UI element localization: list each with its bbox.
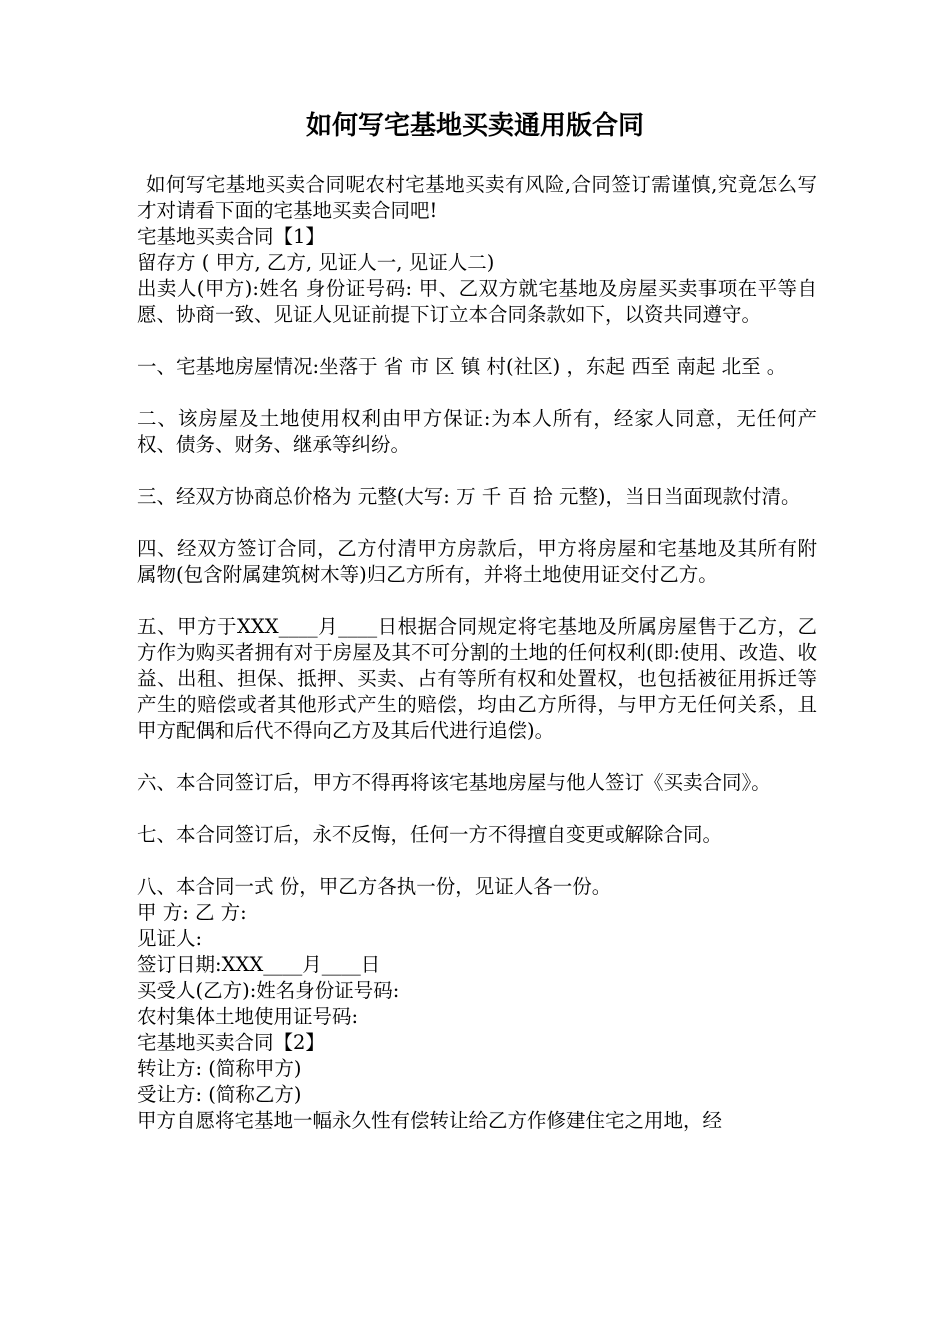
clause-4: 四、经双方签订合同，乙方付清甲方房款后，甲方将房屋和宅基地及其所有附属物(包含附属建筑树木等)归乙方所有，并将土地使用证交付乙方。 — [137, 537, 817, 586]
signature-witness: 见证人: — [137, 927, 203, 950]
transferor: 转让方: (简称甲方) — [137, 1057, 302, 1080]
document-body — [137, 172, 817, 1134]
paragraph-gap — [137, 796, 817, 822]
paragraph-retaining-parties: 留存方 ( 甲方, 乙方, 见证人一, 见证人二) — [137, 251, 495, 274]
paragraph-gap — [137, 458, 817, 484]
paragraph-gap — [137, 848, 817, 874]
clause-1: 一、宅基地房屋情况:坐落于 省 市 区 镇 村(社区) ，东起 西至 南起 北至 。 — [137, 355, 787, 378]
document-title: 如何写宅基地买卖通用版合同 — [305, 111, 644, 141]
land-certificate-number: 农村集体土地使用证号码: — [137, 1005, 359, 1028]
paragraph-gap — [137, 380, 817, 406]
clause-3: 三、经双方协商总价格为 元整(大写: 万 千 百 拾 元整)，当日当面现款付清。 — [137, 485, 801, 508]
clause-7: 七、本合同签订后，永不反悔，任何一方不得擅自变更或解除合同。 — [137, 823, 723, 846]
clause-8: 八、本合同一式 份，甲乙方各执一份，见证人各一份。 — [137, 875, 612, 898]
paragraph-transfer-terms: 甲方自愿将宅基地一幅永久性有偿转让给乙方作修建住宅之用地，经 — [137, 1109, 723, 1132]
clause-2: 二、该房屋及土地使用权利由甲方保证:为本人所有，经家人同意，无任何产权、债务、财务、继承等纠纷。 — [137, 407, 817, 456]
paragraph-intro: 如何写宅基地买卖合同呢农村宅基地买卖有风险,合同签订需谨慎,究竟怎么写才对请看下面的宅基地买卖合同吧! — [137, 173, 817, 222]
paragraph-gap — [137, 328, 817, 354]
section-heading-contract-1: 宅基地买卖合同【1】 — [137, 225, 325, 248]
paragraph-seller: 出卖人(甲方):姓名 身份证号码: 甲、乙双方就宅基地及房屋买卖事项在平等自愿、协商一致、见证人见证前提下订立本合同条款如下，以资共同遵守。 — [137, 277, 817, 326]
transferee: 受让方: (简称乙方) — [137, 1083, 302, 1106]
paragraph-gap — [137, 588, 817, 614]
section-heading-contract-2: 宅基地买卖合同【2】 — [137, 1031, 325, 1054]
buyer-info: 买受人(乙方):姓名身份证号码: — [137, 979, 400, 1002]
signing-date: 签订日期:XXX____月____日 — [137, 953, 381, 976]
clause-6: 六、本合同签订后，甲方不得再将该宅基地房屋与他人签订《买卖合同》。 — [137, 771, 771, 794]
signature-parties: 甲 方: 乙 方: — [137, 901, 247, 924]
paragraph-gap — [137, 744, 817, 770]
paragraph-gap — [137, 510, 817, 536]
clause-5: 五、甲方于XXX____月____日根据合同规定将宅基地及所属房屋售于乙方，乙方作为购买者拥有对于房屋及其不可分割的土地的任何权利(即:使用、改造、收益、出租、担保、抵押、买卖、占有等所有权和处置权，也包括被征用拆迁等产生的赔偿或者其他形式产生的赔偿，均由乙方所得，与甲方无任何关系，且甲方配偶和后代不得向乙方及其后代进行追偿)。 — [137, 615, 817, 742]
